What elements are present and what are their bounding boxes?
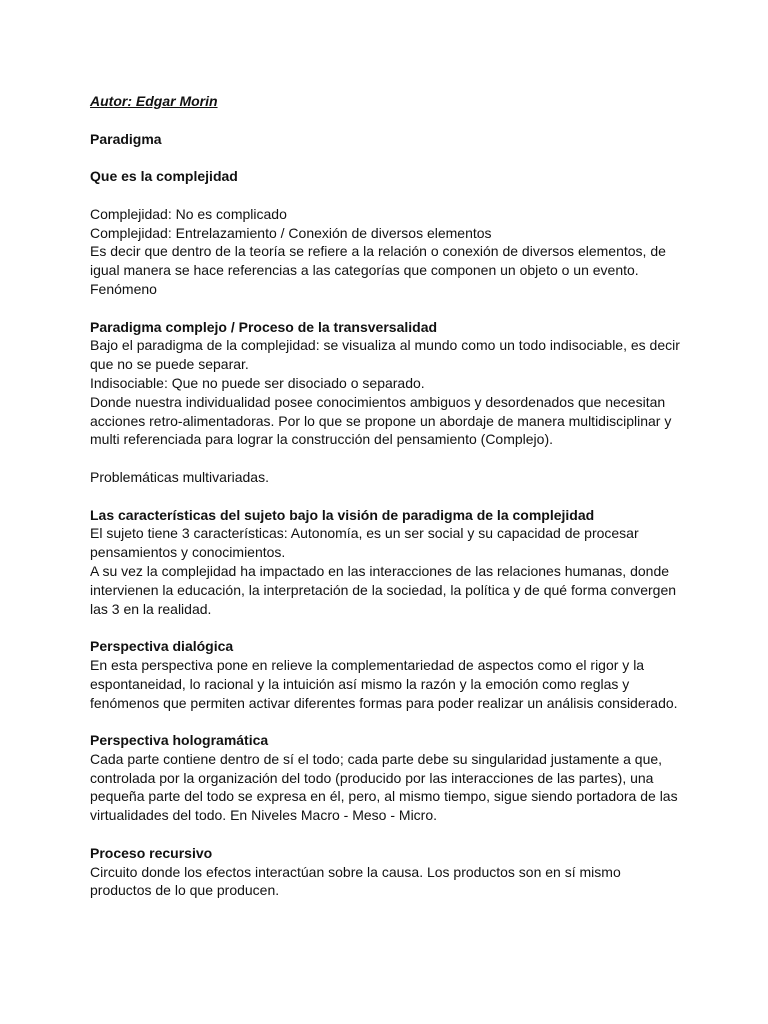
paragraph-line: intervienen la educación, la interpretación de la sociedad, la política y de qué forma convergen <box>90 581 677 598</box>
paragraph-line: las 3 en la realidad. <box>90 600 212 617</box>
paragraph-line: El sujeto tiene 3 características: Autonomía, es un ser social y su capacidad de procesar <box>90 525 639 542</box>
paragraph-line: Complejidad: No es complicado <box>90 205 287 222</box>
paragraph-line: Indisociable: Que no puede ser disociado o separado. <box>90 374 425 391</box>
paragraph-line: Circuito donde los efectos interactúan sobre la causa. Los productos son en sí mismo <box>90 863 621 880</box>
heading-paradigma-complejo: Paradigma complejo / Proceso de la transversalidad <box>90 318 438 335</box>
spacer <box>90 618 678 637</box>
heading-complejidad: Que es la complejidad <box>90 168 238 185</box>
paragraph-line: igual manera se hace referencias a las categorías que componen un objeto o un evento. <box>90 262 639 279</box>
paragraph-line: multi referenciada para lograr la construcción del pensamiento (Complejo). <box>90 431 554 448</box>
paragraph-line: productos de lo que producen. <box>90 882 280 899</box>
paragraph-line: fenómenos que permiten activar diferentes formas para poder realizar un análisis considerado. <box>90 694 678 711</box>
spacer <box>90 487 678 506</box>
heading-dialogica: Perspectiva dialógica <box>90 638 234 655</box>
paragraph-line: pequeña parte del todo se expresa en él, pero, al mismo tiempo, sigue siendo portadora de las <box>90 788 678 805</box>
spacer <box>90 186 678 205</box>
spacer <box>90 148 678 167</box>
paragraph-line: acciones retro-alimentadoras. Por lo que se propone un abordaje de manera multidisciplinar y <box>90 412 672 429</box>
heading-paradigma: Paradigma <box>90 130 162 147</box>
paragraph-line: Complejidad: Entrelazamiento / Conexión de diversos elementos <box>90 224 492 241</box>
paragraph-line: Donde nuestra individualidad posee conocimientos ambiguos y desordenados que necesitan <box>90 393 666 410</box>
problematicas-line: Problemáticas multivariadas. <box>90 468 269 485</box>
paragraph-line: controlada por la organización del todo (producido por las interacciones de las partes), una <box>90 769 654 786</box>
paragraph-line: virtualidades del todo. En Niveles Macro - Meso - Micro. <box>90 807 438 824</box>
paragraph-line: A su vez la complejidad ha impactado en las interacciones de las relaciones humanas, donde <box>90 562 670 579</box>
heading-caracteristicas: Las características del sujeto bajo la visión de paradigma de la complejidad <box>90 506 595 523</box>
paragraph-line: pensamientos y conocimientos. <box>90 544 286 561</box>
paragraph-line: Bajo el paradigma de la complejidad: se visualiza al mundo como un todo indisociable, es decir <box>90 337 680 354</box>
paragraph-line: Fenómeno <box>90 280 157 297</box>
heading-holog: Perspectiva hologramática <box>90 732 269 749</box>
paragraph-line: que no se puede separar. <box>90 356 249 373</box>
spacer <box>90 111 678 130</box>
spacer <box>90 712 678 731</box>
spacer <box>90 449 678 468</box>
paragraph-line: Es decir que dentro de la teoría se refiere a la relación o conexión de diversos elementos, de <box>90 243 666 260</box>
spacer <box>90 825 678 844</box>
heading-recursivo: Proceso recursivo <box>90 844 213 861</box>
paragraph-line: En esta perspectiva pone en relieve la complementariedad de aspectos como el rigor y la <box>90 656 645 673</box>
paragraph-line: Cada parte contiene dentro de sí el todo; cada parte debe su singularidad justamente a que, <box>90 750 663 767</box>
paragraph-line: espontaneidad, lo racional y la intuición así mismo la razón y la emoción como reglas y <box>90 675 630 692</box>
author-line: Autor: Edgar Morin <box>90 93 218 109</box>
spacer <box>90 299 678 318</box>
